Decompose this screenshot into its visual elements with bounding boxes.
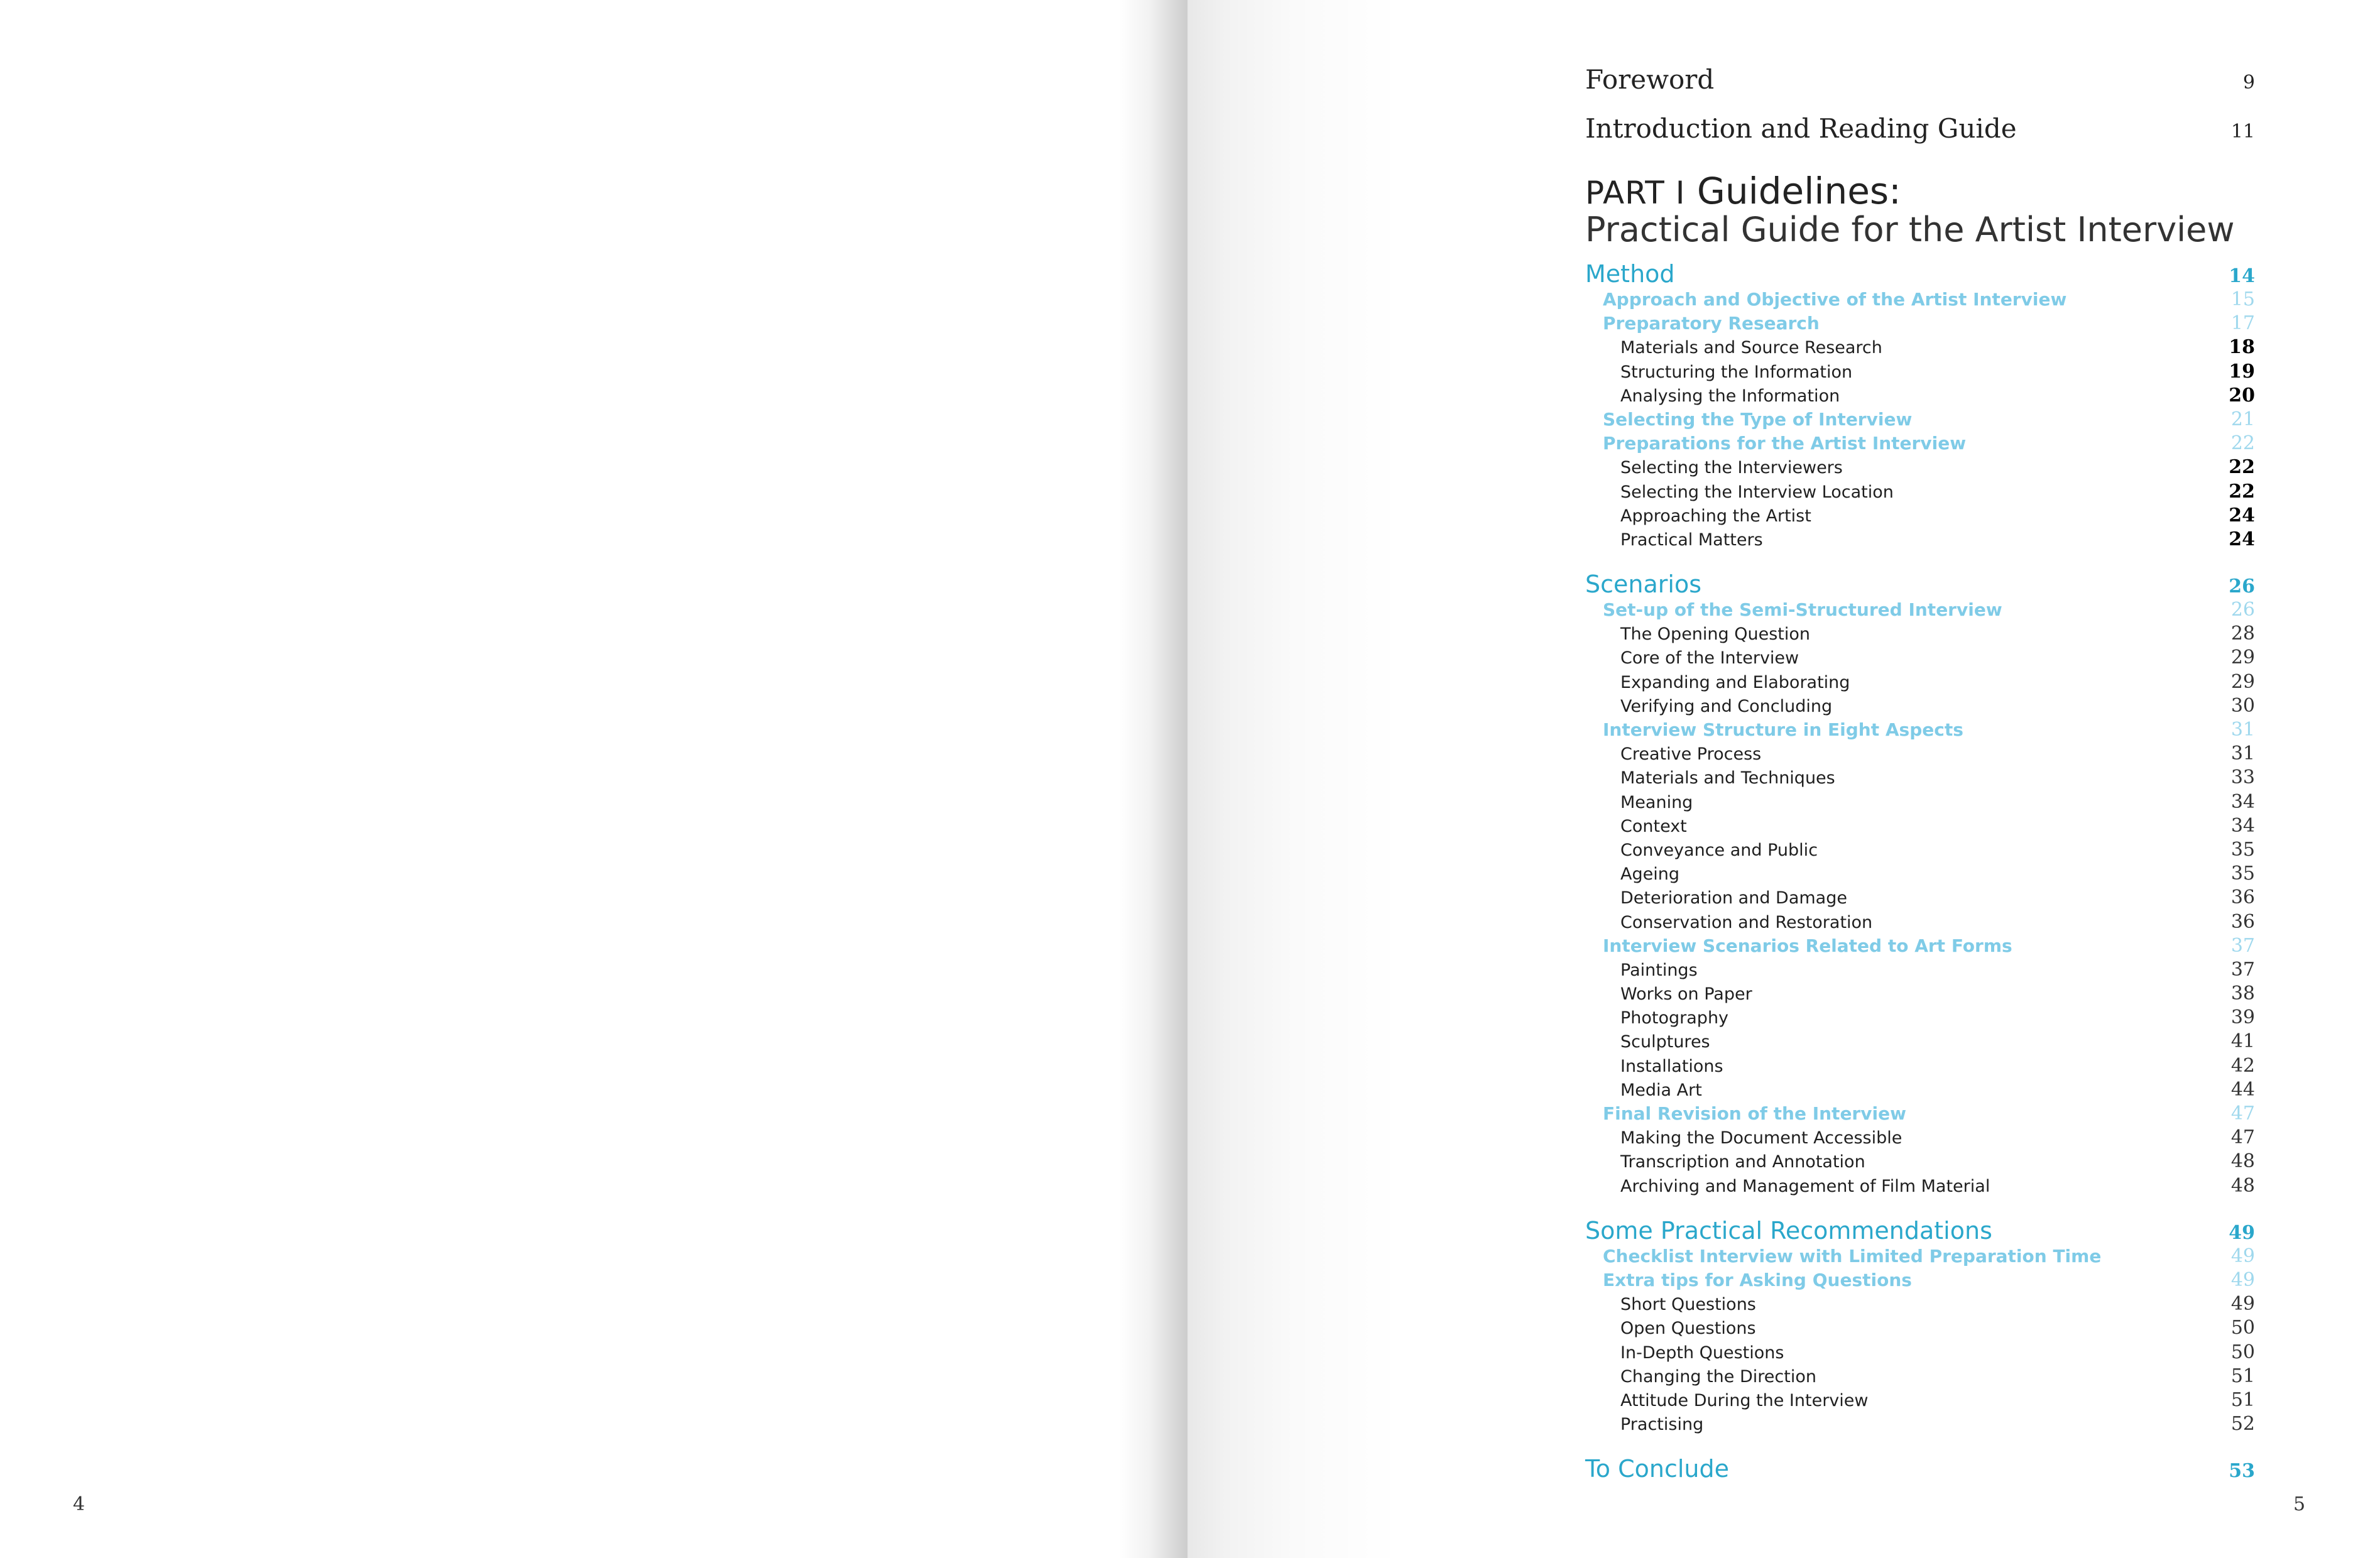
toc-item[interactable] (1585, 1316, 2255, 1340)
toc-item[interactable] (1585, 480, 2255, 504)
toc-item-title: Materials and Techniques (1620, 768, 1835, 788)
toc-item-page: 18 (2229, 336, 2255, 359)
toc-subsection[interactable] (1585, 1102, 2255, 1126)
toc-item-page: 34 (2230, 790, 2255, 813)
toc-item[interactable] (1585, 1126, 2255, 1150)
toc-item-page: 48 (2230, 1150, 2255, 1173)
toc-item[interactable] (1585, 694, 2255, 718)
toc-subsection[interactable] (1585, 1245, 2255, 1268)
toc-item-title: Open Questions (1620, 1319, 1756, 1339)
toc-subsection-page: 37 (2230, 934, 2255, 957)
toc-item-title: Meaning (1620, 792, 1693, 812)
toc-item-title: Changing the Direction (1620, 1366, 1816, 1386)
toc-section-title: Method (1585, 260, 1675, 288)
toc-item-page: 41 (2230, 1030, 2255, 1053)
toc-item-page: 35 (2230, 838, 2255, 861)
toc-item-page: 38 (2230, 983, 2255, 1005)
toc-subsection-title: Final Revision of the Interview (1603, 1103, 1906, 1124)
toc-item[interactable] (1585, 622, 2255, 646)
toc-item-title: Attitude During the Interview (1620, 1390, 1869, 1410)
toc-item[interactable] (1585, 742, 2255, 766)
toc-item-page: 51 (2230, 1365, 2255, 1387)
spacer (1585, 1198, 2255, 1217)
toc-item-page: 30 (2230, 694, 2255, 717)
toc-item[interactable] (1585, 1150, 2255, 1174)
toc-item-title: Conveyance and Public (1620, 840, 1818, 860)
toc-item-page: 33 (2230, 766, 2255, 789)
toc-subsection-page: 49 (2230, 1268, 2255, 1291)
toc-item[interactable] (1585, 1174, 2255, 1198)
toc-subsection-title: Selecting the Type of Interview (1603, 408, 1913, 430)
toc-item-title: Creative Process (1620, 744, 1762, 765)
toc-subsection-title: Preparations for the Artist Interview (1603, 433, 1967, 454)
toc-subsection-title: Set-up of the Semi-Structured Interview (1603, 599, 2002, 621)
toc-item-title: Short Questions (1620, 1295, 1756, 1315)
toc-item[interactable] (1585, 1341, 2255, 1365)
toc-section[interactable] (1585, 570, 2255, 598)
toc-subsection-page: 15 (2230, 288, 2255, 310)
toc-item-title: Conservation and Restoration (1620, 912, 1873, 932)
toc-item[interactable] (1585, 360, 2255, 384)
toc-item[interactable] (1585, 1388, 2255, 1412)
toc-subsection-page: 31 (2230, 719, 2255, 741)
toc-item-page: 28 (2230, 623, 2255, 645)
toc-section-title: Some Practical Recommendations (1585, 1216, 1992, 1245)
left-page-number: 4 (73, 1493, 85, 1515)
toc-subsection[interactable] (1585, 288, 2255, 312)
spacer (1585, 1436, 2255, 1455)
gutter-shadow-right (1187, 0, 1401, 1558)
toc-subsection-title: Extra tips for Asking Questions (1603, 1269, 1912, 1290)
toc-item-page: 34 (2230, 814, 2255, 837)
spacer (1585, 552, 2255, 570)
toc-entry-title: Foreword (1585, 64, 1715, 95)
toc-subsection-page: 17 (2230, 312, 2255, 335)
toc-item[interactable] (1585, 335, 2255, 359)
toc-item-page: 47 (2230, 1126, 2255, 1149)
toc-item-title: Analysing the Information (1620, 386, 1840, 406)
toc-item-title: Verifying and Concluding (1620, 696, 1833, 716)
toc-entry-introduction[interactable] (1585, 104, 2255, 153)
toc-item-page: 36 (2230, 910, 2255, 933)
toc-section-page: 53 (2229, 1460, 2255, 1483)
toc-item-page: 24 (2229, 528, 2255, 550)
part-subtitle: Practical Guide for the Artist Interview (1585, 210, 2235, 249)
toc-item[interactable] (1585, 1078, 2255, 1102)
toc-item-title: In-Depth Questions (1620, 1343, 1784, 1363)
toc-item[interactable] (1585, 528, 2255, 552)
toc-section-page: 14 (2229, 265, 2255, 287)
toc-item[interactable] (1585, 670, 2255, 694)
toc-item-title: Structuring the Information (1620, 362, 1853, 382)
toc-item-title: Approaching the Artist (1620, 506, 1811, 526)
toc-item-page: 42 (2230, 1054, 2255, 1077)
toc-section-title: Scenarios (1585, 570, 1701, 599)
toc-item-page: 50 (2230, 1317, 2255, 1339)
toc-subsection-title: Interview Structure in Eight Aspects (1603, 719, 1963, 740)
toc-item[interactable] (1585, 455, 2255, 479)
toc-subsection-page: 21 (2230, 408, 2255, 430)
part-heading (1585, 171, 2255, 249)
toc-entry-page: 11 (2230, 121, 2255, 143)
toc-subsection-page: 47 (2230, 1103, 2255, 1125)
toc-item-page: 36 (2230, 886, 2255, 909)
toc-item-title: Expanding and Elaborating (1620, 672, 1850, 692)
toc-subsection[interactable] (1585, 598, 2255, 622)
table-of-contents (1585, 55, 2255, 1483)
toc-item-page: 24 (2229, 504, 2255, 526)
toc-item-page: 44 (2230, 1078, 2255, 1101)
gutter-shadow-left (1118, 0, 1187, 1558)
toc-item-title: Photography (1620, 1008, 1729, 1028)
toc-item-title: Context (1620, 816, 1687, 836)
toc-subsection[interactable] (1585, 718, 2255, 742)
toc-item-page: 19 (2229, 360, 2255, 383)
toc-item[interactable] (1585, 1006, 2255, 1030)
toc-item[interactable] (1585, 766, 2255, 790)
toc-item[interactable] (1585, 504, 2255, 528)
toc-subsection-title: Preparatory Research (1603, 313, 1820, 334)
part-label: PART I (1585, 175, 1686, 211)
toc-item-page: 35 (2230, 863, 2255, 885)
toc-item[interactable] (1585, 1412, 2255, 1436)
toc-item-title: Selecting the Interview Location (1620, 482, 1894, 502)
toc-item[interactable] (1585, 790, 2255, 814)
toc-item-page: 50 (2230, 1341, 2255, 1363)
toc-subsection[interactable] (1585, 312, 2255, 335)
toc-subsection[interactable] (1585, 1268, 2255, 1292)
toc-item[interactable] (1585, 982, 2255, 1006)
toc-subsection-title: Approach and Objective of the Artist Interview (1603, 289, 2067, 310)
toc-subsection[interactable] (1585, 408, 2255, 432)
toc-item[interactable] (1585, 1030, 2255, 1054)
toc-entry-page: 9 (2242, 72, 2255, 94)
right-page-number: 5 (2293, 1493, 2306, 1515)
toc-item-title: Installations (1620, 1056, 1723, 1076)
toc-item-page: 49 (2230, 1293, 2255, 1316)
toc-item-title: Core of the Interview (1620, 648, 1799, 668)
toc-subsection[interactable] (1585, 934, 2255, 958)
part-heading-text: Guidelines: (1696, 170, 1901, 212)
toc-item-title: Selecting the Interviewers (1620, 458, 1843, 478)
toc-item-title: Materials and Source Research (1620, 338, 1882, 358)
toc-entry-foreword[interactable] (1585, 55, 2255, 104)
toc-item-title: Media Art (1620, 1080, 1702, 1100)
toc-item-title: Practical Matters (1620, 530, 1763, 550)
toc-item-title: Paintings (1620, 960, 1698, 980)
toc-subsection-page: 49 (2230, 1245, 2255, 1267)
toc-section[interactable] (1585, 260, 2255, 288)
toc-item-title: Ageing (1620, 864, 1679, 885)
toc-item[interactable] (1585, 1054, 2255, 1078)
toc-section[interactable] (1585, 1217, 2255, 1245)
toc-item[interactable] (1585, 814, 2255, 838)
toc-item[interactable] (1585, 958, 2255, 982)
toc-item-title: Archiving and Management of Film Material (1620, 1176, 1990, 1196)
toc-item-page: 39 (2230, 1006, 2255, 1029)
toc-item-title: Practising (1620, 1415, 1704, 1435)
toc-item-title: Sculptures (1620, 1032, 1710, 1052)
toc-item-page: 22 (2229, 480, 2255, 503)
toc-item-title: Making the Document Accessible (1620, 1128, 1902, 1148)
toc-item-title: Works on Paper (1620, 984, 1752, 1005)
toc-item[interactable] (1585, 646, 2255, 670)
toc-item-page: 48 (2230, 1174, 2255, 1197)
toc-item[interactable] (1585, 1292, 2255, 1316)
toc-item-title: Deterioration and Damage (1620, 888, 1847, 908)
toc-subsection-page: 26 (2230, 599, 2255, 621)
toc-subsection-title: Interview Scenarios Related to Art Forms (1603, 935, 2012, 956)
toc-section-title: To Conclude (1585, 1455, 1729, 1483)
toc-item[interactable] (1585, 838, 2255, 862)
left-page (0, 0, 1187, 1558)
toc-item[interactable] (1585, 862, 2255, 886)
toc-item-page: 22 (2229, 456, 2255, 479)
toc-subsection-title: Checklist Interview with Limited Preparation Time (1603, 1245, 2102, 1267)
toc-item-page: 52 (2230, 1413, 2255, 1435)
toc-item[interactable] (1585, 886, 2255, 910)
toc-section[interactable] (1585, 1455, 2255, 1483)
toc-entry-title: Introduction and Reading Guide (1585, 113, 2017, 144)
toc-section-page: 49 (2229, 1221, 2255, 1244)
toc-item-title: Transcription and Annotation (1620, 1152, 1865, 1172)
toc-section-page: 26 (2229, 575, 2255, 598)
toc-item-title: The Opening Question (1620, 624, 1811, 645)
toc-item[interactable] (1585, 910, 2255, 934)
toc-item-page: 29 (2230, 670, 2255, 693)
toc-item[interactable] (1585, 1365, 2255, 1388)
toc-subsection[interactable] (1585, 432, 2255, 455)
part-title-line (1585, 171, 2255, 211)
toc-item-page: 31 (2230, 743, 2255, 765)
toc-item-page: 37 (2230, 958, 2255, 981)
toc-subsection-page: 22 (2230, 432, 2255, 455)
toc-item-page: 29 (2230, 646, 2255, 669)
toc-item[interactable] (1585, 384, 2255, 408)
toc-item-page: 20 (2229, 384, 2255, 406)
toc-item-page: 51 (2230, 1388, 2255, 1411)
